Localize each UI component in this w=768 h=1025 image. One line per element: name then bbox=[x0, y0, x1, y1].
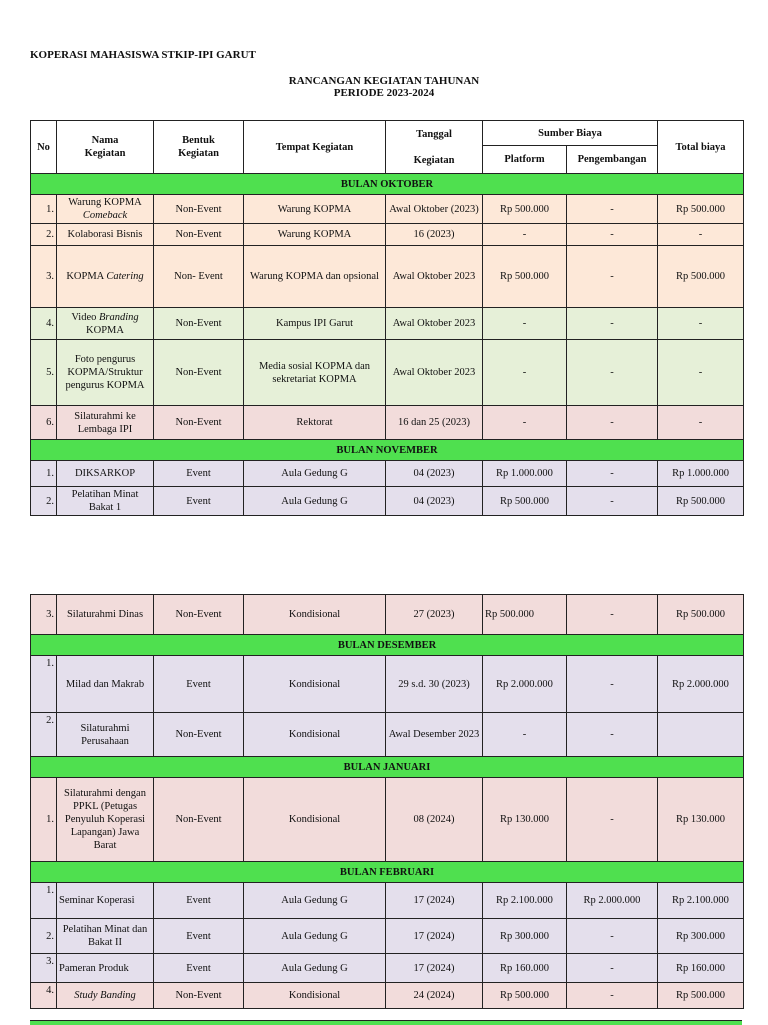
table-row bbox=[31, 487, 744, 516]
col-header-total: Total biaya bbox=[658, 121, 744, 174]
table-cell: Rp 1.000.000 bbox=[483, 461, 567, 487]
table-cell: Event bbox=[154, 954, 244, 983]
table-cell: 4. bbox=[31, 308, 57, 340]
table-cell: - bbox=[483, 713, 567, 757]
table-cell: - bbox=[483, 224, 567, 246]
table-cell: Kondisional bbox=[244, 595, 386, 635]
table-cell: Seminar Koperasi bbox=[57, 883, 154, 919]
month-header-desember: BULAN DESEMBER bbox=[31, 635, 744, 656]
table-cell: Awal Oktober 2023 bbox=[386, 246, 483, 308]
table-row bbox=[31, 983, 744, 1009]
table-cell: Silaturahmi Dinas bbox=[57, 595, 154, 635]
table-cell: Non-Event bbox=[154, 983, 244, 1009]
month-header-januari: BULAN JANUARI bbox=[31, 757, 744, 778]
table-cell: Rp 2.100.000 bbox=[483, 883, 567, 919]
table-cell: Event bbox=[154, 487, 244, 516]
table-cell: Rp 500.000 bbox=[658, 595, 744, 635]
table-row bbox=[31, 656, 744, 713]
table-cell: - bbox=[567, 246, 658, 308]
table-cell: Warung KOPMA dan opsional bbox=[244, 246, 386, 308]
table-cell: Media sosial KOPMA dan sekretariat KOPMA bbox=[244, 340, 386, 406]
month-header-november: BULAN NOVEMBER bbox=[31, 440, 744, 461]
table-cell: Non-Event bbox=[154, 595, 244, 635]
table-cell: - bbox=[567, 340, 658, 406]
table-cell: 17 (2024) bbox=[386, 954, 483, 983]
table-cell: - bbox=[658, 406, 744, 440]
table-row bbox=[31, 883, 744, 919]
table-cell: Silaturahmi ke Lembaga IPI bbox=[57, 406, 154, 440]
table-cell: Rp 2.100.000 bbox=[658, 883, 744, 919]
document-title: RANCANGAN KEGIATAN TAHUNAN bbox=[288, 75, 480, 87]
table-cell: Pelatihan Minat Bakat 1 bbox=[57, 487, 154, 516]
table-cell: Event bbox=[154, 919, 244, 954]
table-cell: 2. bbox=[31, 487, 57, 516]
col-header-no: No bbox=[31, 121, 57, 174]
table-cell: Foto pengurus KOPMA/Struktur pengurus KOPMA bbox=[57, 340, 154, 406]
table-cell: Warung KOPMA Comeback bbox=[57, 195, 154, 224]
table-row bbox=[31, 778, 744, 862]
next-month-header-stub bbox=[30, 1020, 742, 1025]
activity-table-page-2 bbox=[30, 594, 744, 1009]
table-cell: - bbox=[483, 340, 567, 406]
table-cell: - bbox=[658, 340, 744, 406]
table-cell: Milad dan Makrab bbox=[57, 656, 154, 713]
table-cell: Rp 2.000.000 bbox=[658, 656, 744, 713]
table-cell: Rp 300.000 bbox=[483, 919, 567, 954]
table-cell: Non-Event bbox=[154, 340, 244, 406]
table-cell: Rp 300.000 bbox=[658, 919, 744, 954]
table-row bbox=[31, 954, 744, 983]
table-row bbox=[31, 919, 744, 954]
table-cell: - bbox=[483, 308, 567, 340]
table-cell: - bbox=[567, 224, 658, 246]
table-cell: Warung KOPMA bbox=[244, 224, 386, 246]
table-cell: Awal Oktober 2023 bbox=[386, 308, 483, 340]
table-cell: - bbox=[567, 983, 658, 1009]
table-cell: KOPMA Catering bbox=[57, 246, 154, 308]
table-cell: Awal Oktober 2023 bbox=[386, 340, 483, 406]
table-cell: 29 s.d. 30 (2023) bbox=[386, 656, 483, 713]
table-cell: - bbox=[567, 406, 658, 440]
table-cell: Kondisional bbox=[244, 778, 386, 862]
table-cell: Event bbox=[154, 656, 244, 713]
table-cell: Warung KOPMA bbox=[244, 195, 386, 224]
col-header-platform: Platform bbox=[483, 146, 567, 174]
table-cell: 16 dan 25 (2023) bbox=[386, 406, 483, 440]
table-cell: Rp 500.000 bbox=[483, 983, 567, 1009]
table-cell: Kondisional bbox=[244, 713, 386, 757]
table-cell: Aula Gedung G bbox=[244, 487, 386, 516]
table-cell: Aula Gedung G bbox=[244, 883, 386, 919]
table-row bbox=[31, 195, 744, 224]
table-cell: 1. bbox=[31, 195, 57, 224]
table-cell: Rp 500.000 bbox=[483, 487, 567, 516]
table-cell: Event bbox=[154, 461, 244, 487]
table-cell: 3. bbox=[31, 246, 57, 308]
table-cell: - bbox=[567, 656, 658, 713]
document-period: PERIODE 2023-2024 bbox=[333, 87, 435, 99]
table-row bbox=[31, 461, 744, 487]
table-cell: 17 (2024) bbox=[386, 919, 483, 954]
table-cell: 08 (2024) bbox=[386, 778, 483, 862]
table-cell: Rp 500.000 bbox=[483, 246, 567, 308]
table-cell: Non-Event bbox=[154, 406, 244, 440]
table-cell: Silaturahmi dengan PPKL (Petugas Penyuluh Koperasi Lapangan) Jawa Barat bbox=[57, 778, 154, 862]
table-cell: 16 (2023) bbox=[386, 224, 483, 246]
month-header-februari: BULAN FEBRUARI bbox=[31, 862, 744, 883]
table-cell: - bbox=[567, 595, 658, 635]
activity-table-page-1 bbox=[30, 120, 744, 516]
month-header-oktober: BULAN OKTOBER bbox=[31, 174, 744, 195]
table-cell: 17 (2024) bbox=[386, 883, 483, 919]
table-cell: - bbox=[567, 487, 658, 516]
table-cell: Kampus IPI Garut bbox=[244, 308, 386, 340]
col-header-tempat: Tempat Kegiatan bbox=[244, 121, 386, 174]
table-cell: Awal Oktober (2023) bbox=[386, 195, 483, 224]
table-cell: Non-Event bbox=[154, 778, 244, 862]
table-row bbox=[31, 713, 744, 757]
table-cell: 4. bbox=[31, 983, 57, 1009]
table-cell: DIKSARKOP bbox=[57, 461, 154, 487]
table-cell: - bbox=[658, 224, 744, 246]
table-cell: Video Branding KOPMA bbox=[57, 308, 154, 340]
col-header-nama: Nama Kegiatan bbox=[57, 121, 154, 174]
table-cell: 1. bbox=[31, 461, 57, 487]
table-cell: - bbox=[567, 919, 658, 954]
table-cell: Non-Event bbox=[154, 195, 244, 224]
table-cell: Aula Gedung G bbox=[244, 954, 386, 983]
table-cell: Kondisional bbox=[244, 983, 386, 1009]
table-cell: Kondisional bbox=[244, 656, 386, 713]
table-cell: Rp 130.000 bbox=[658, 778, 744, 862]
table-cell: Pameran Produk bbox=[57, 954, 154, 983]
table-cell: - bbox=[483, 406, 567, 440]
table-cell: Rektorat bbox=[244, 406, 386, 440]
table-cell: - bbox=[567, 778, 658, 862]
organization-name: KOPERASI MAHASISWA STKIP-IPI GARUT bbox=[30, 49, 256, 61]
table-cell: 1. bbox=[31, 656, 57, 713]
col-header-tanggal: Tanggal Kegiatan bbox=[386, 121, 483, 174]
table-cell: Silaturahmi Perusahaan bbox=[57, 713, 154, 757]
table-cell: - bbox=[567, 308, 658, 340]
table-cell: Rp 2.000.000 bbox=[567, 883, 658, 919]
table-cell: Rp 160.000 bbox=[658, 954, 744, 983]
table-cell: 04 (2023) bbox=[386, 487, 483, 516]
table-cell: Rp 2.000.000 bbox=[483, 656, 567, 713]
table-row bbox=[31, 340, 744, 406]
table-cell: Non- Event bbox=[154, 246, 244, 308]
table-row bbox=[31, 308, 744, 340]
table-row bbox=[31, 406, 744, 440]
table-cell: Rp 500.000 bbox=[658, 195, 744, 224]
table-cell: 1. bbox=[31, 778, 57, 862]
table-cell: - bbox=[567, 713, 658, 757]
table-cell: - bbox=[567, 461, 658, 487]
col-header-bentuk: Bentuk Kegiatan bbox=[154, 121, 244, 174]
table-cell: Rp 500.000 bbox=[658, 487, 744, 516]
table-cell: Rp 500.000 bbox=[483, 195, 567, 224]
table-cell: - bbox=[567, 954, 658, 983]
table-cell: Non-Event bbox=[154, 713, 244, 757]
table-cell: 1. bbox=[31, 883, 57, 919]
table-cell: 24 (2024) bbox=[386, 983, 483, 1009]
table-row bbox=[31, 224, 744, 246]
table-cell: Rp 160.000 bbox=[483, 954, 567, 983]
table-cell: - bbox=[658, 308, 744, 340]
table-cell: 2. bbox=[31, 919, 57, 954]
col-header-pengembangan: Pengembangan bbox=[567, 146, 658, 174]
table-cell: Pelatihan Minat dan Bakat II bbox=[57, 919, 154, 954]
table-cell: Non-Event bbox=[154, 224, 244, 246]
table-cell: Rp 130.000 bbox=[483, 778, 567, 862]
table-cell: 6. bbox=[31, 406, 57, 440]
table-cell: Aula Gedung G bbox=[244, 461, 386, 487]
table-cell: Aula Gedung G bbox=[244, 919, 386, 954]
table-cell: 3. bbox=[31, 954, 57, 983]
table-cell: Rp 500.000 bbox=[658, 983, 744, 1009]
table-cell: 5. bbox=[31, 340, 57, 406]
table-cell: 27 (2023) bbox=[386, 595, 483, 635]
table-cell: Rp 500.000 bbox=[658, 246, 744, 308]
table-row bbox=[31, 595, 744, 635]
table-cell: Kolaborasi Bisnis bbox=[57, 224, 154, 246]
table-cell: 3. bbox=[31, 595, 57, 635]
table-cell: Event bbox=[154, 883, 244, 919]
table-cell: 2. bbox=[31, 713, 57, 757]
table-cell: Awal Desember 2023 bbox=[386, 713, 483, 757]
table-cell: Study Banding bbox=[57, 983, 154, 1009]
col-header-sumber: Sumber Biaya bbox=[483, 121, 658, 146]
table-cell: 04 (2023) bbox=[386, 461, 483, 487]
table-cell bbox=[658, 713, 744, 757]
table-cell: Rp 500.000 bbox=[483, 595, 567, 635]
table-cell: 2. bbox=[31, 224, 57, 246]
table-cell: - bbox=[567, 195, 658, 224]
table-cell: Non-Event bbox=[154, 308, 244, 340]
table-cell: Rp 1.000.000 bbox=[658, 461, 744, 487]
table-row bbox=[31, 246, 744, 308]
